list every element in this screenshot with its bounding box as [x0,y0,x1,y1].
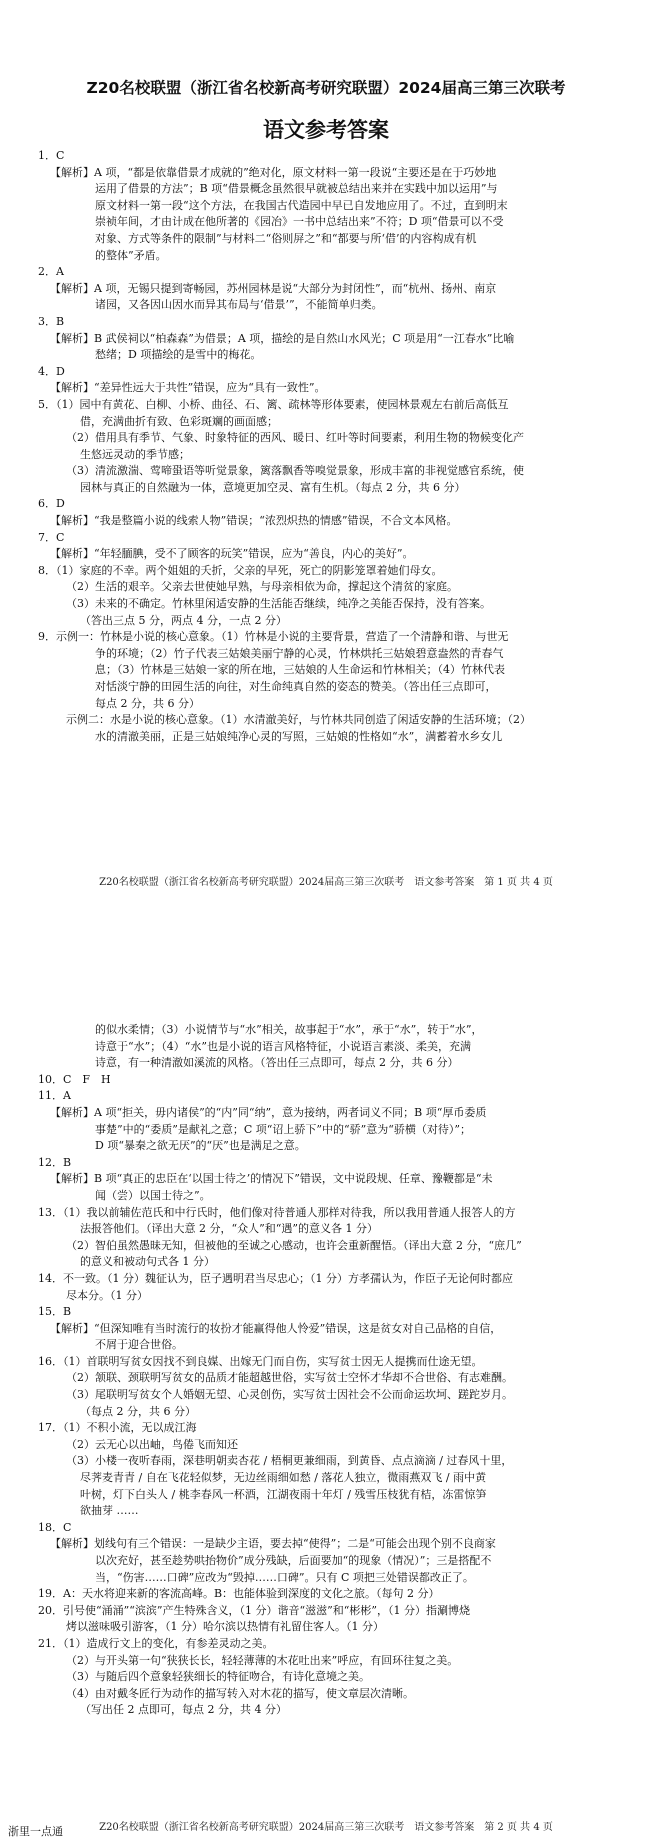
answer-line: 【解析】“差异性远大于共性”错误，应为“具有一致性”。 [50,381,326,395]
answer-line: 2．A [38,265,64,279]
answer-line: 的意义和被动句式各 1 分） [80,1255,215,1269]
answer-line: 原文材料一第一段“这个方法，在我国古代造园中早已自发地应用了。不过，直到明末 [95,198,508,212]
answer-line: 的整体”矛盾。 [95,248,167,262]
answer-line: 【解析】A 项“拒关，毋内诸侯”的“内”同“纳”，意为接纳，两者词义不同；B 项“厚币委质 [50,1105,487,1119]
answer-line: （2）云无心以出岫，鸟倦飞而知还 [66,1437,238,1451]
answer-line: 16．（1）首联明写贫女因找不到良媒、出嫁无门而自伤，实写贫士因无人提携而仕途无望。 [38,1354,483,1368]
page-2-footer: Z20名校联盟（浙江省名校新高考研究联盟）2024届高三第三次联考 语文参考答案 第 2 页 共 4 页 [99,1822,553,1833]
answer-line: 17．（1）不积小流，无以成江海 [38,1421,197,1435]
answer-line: （2）智伯虽然愚昧无知，但被他的至诚之心感动，也许会重新醒悟。（译出大意 2 分，“庶几” [66,1238,522,1252]
answer-line: 12．B [38,1155,72,1169]
answer-line: 烤以滋味吸引游客，（1 分）哈尔滨以热情有礼留住客人。（1 分） [66,1620,384,1634]
answer-line: 21．（1）造成行文上的变化，有参差灵动之美。 [38,1636,274,1650]
answer-line: 诗意，有一种清澈如溪流的风格。（答出任三点即可，每点 2 分，共 6 分） [95,1056,459,1070]
page-2-answers [30,1022,620,1719]
exam-title: Z20名校联盟（浙江省名校新高考研究联盟）2024届高三第三次联考 [86,79,566,97]
answer-line: 当，“伤害……口碑”应改为“毁掉……口碑”。只有 C 项把三处错误都改正了。 [95,1570,474,1584]
answer-line: 4．D [38,364,65,378]
answer-line: 【解析】划线句有三个错误：一是缺少主语，要去掉“使得”；二是“可能会出现个别不良商家 [50,1537,496,1551]
answer-line: 运用了借景的方法”；B 项“借景概念虽然很早就被总结出来并在实践中加以运用”与 [95,182,498,196]
answer-line: 诗意于“水”；（4）“水”也是小说的语言风格特征，小说语言素淡、柔美，充满 [95,1039,471,1053]
answer-line: 13．（1）我以前辅佐范氏和中行氏时，他们像对待普通人那样对待我，所以我用普通人报答人的方 [38,1205,516,1219]
answer-line: 法报答他们。（译出大意 2 分，“众人”和“遇”的意义各 1 分） [80,1222,378,1236]
answer-line: 事楚”中的“委质”是献礼之意；C 项“诏上骄下”中的“骄”意为“骄横（对待）”； [95,1122,472,1136]
answer-line: 18．C [38,1520,72,1534]
page-1-footer: Z20名校联盟（浙江省名校新高考研究联盟）2024届高三第三次联考 语文参考答案 第 1 页 共 4 页 [99,877,553,888]
page-2 [0,1020,652,1842]
answer-line: 争的环境；（2）竹子代表三姑娘美丽宁静的心灵，竹林烘托三姑娘碧意盎然的青春气 [95,646,504,660]
answer-line: 尽荠麦青青 / 自在飞花轻似梦，无边丝雨细如愁 / 落花人独立，微雨燕双飞 / 雨中黄 [80,1471,487,1485]
page-1-answers [30,148,620,745]
answer-line: （3）清流激湍、莺啼蛩语等听觉景象，篱落飘香等嗅觉景象，形成丰富的非视觉感官系统，使 [66,464,524,478]
page-1 [0,0,652,905]
answer-line: 11．A [38,1089,71,1103]
answer-line: 【解析】A 项，“都是依靠借景才成就的”绝对化，原文材料一第一段说“主要还是在于巧妙地 [50,165,497,179]
answer-line: 【解析】B 项“真正的忠臣在‘以国士待之’的情况下”错误，文中说段规、任章、豫鞭都是“未 [50,1172,493,1186]
answer-line: （3）尾联明写贫女个人婚姻无望、心灵创伤，实写贫士因社会不公而命运坎坷、蹉跎岁月。 [66,1388,513,1402]
answer-line: 不屑于迎合世俗。 [95,1338,183,1352]
answer-line: （2）与开头第一句“狭狭长长，轻轻薄薄的木花吐出来”呼应，有回环往复之美。 [66,1653,459,1667]
answer-line: 8．（1）家庭的不幸。两个姐姐的夭折，父亲的早死，死亡的阴影笼罩着她们母女。 [38,563,443,577]
answer-line: 叶树，灯下白头人 / 桃李春风一杯酒，江湖夜雨十年灯 / 残雪压枝犹有桔，冻雷惊笋 [80,1487,487,1501]
answer-line: 【解析】“年轻腼腆，受不了顾客的玩笑”错误，应为“善良，内心的美好”。 [50,547,414,561]
answer-line: （答出三点 5 分，两点 4 分，一点 2 分） [80,613,287,627]
answer-line: 7．C [38,530,65,544]
answer-line: 欲抽芽 …… [80,1504,139,1518]
answer-line: 6．D [38,497,65,511]
watermark-text: 浙里一点通 [8,1825,63,1838]
answer-line: 尽本分。（1 分） [66,1288,148,1302]
answer-line: 9．示例一：竹林是小说的核心意象。（1）竹林是小说的主要背景，营造了一个清静和谐、与世无 [38,630,509,644]
answer-line: 14．不一致。（1 分）魏征认为，臣子遇明君当尽忠心；（1 分）方孝孺认为，作臣子无论何时都应 [38,1271,513,1285]
answer-line: 【解析】A 项，无锡只提到寄畅园，苏州园林是说“大部分为封闭性”，而“杭州、扬州、南京 [50,281,497,295]
answer-line: （2）借用具有季节、气象、时象特征的西风、暖日、红叶等时间要素，利用生物的物候变化产 [66,431,524,445]
answer-line: 示例二：水是小说的核心意象。（1）水清澈美好，与竹林共同创造了闲适安静的生活环境；（2） [66,713,531,727]
answer-line: D 项“暴秦之欲无厌”的“厌”也是满足之意。 [95,1139,306,1153]
answer-line: 20．引号使“涌涌”“滨滨”产生特殊含义，（1 分）谐音“滋滋”和“彬彬”，（1 分）指涮博烧 [38,1603,470,1617]
answer-line: 每点 2 分，共 6 分） [95,696,200,710]
answer-key-subtitle: 语文参考答案 [263,117,389,142]
answer-line: （3）小楼一夜听春雨，深巷明朝卖杏花 / 梧桐更兼细雨，到黄昏、点点滴滴 / 过春风十里， [66,1454,513,1468]
answer-line: 愁绪；D 项描绘的是雪中的梅花。 [95,348,262,362]
answer-line: 以次充好，甚至趁势哄抬物价”成分残缺，后面要加“的现象（情况）”；三是搭配不 [95,1554,492,1567]
answer-line: 息；（3）竹林是三姑娘一家的所在地，三姑娘的人生命运和竹林相关；（4）竹林代表 [95,663,505,677]
answer-line: 3．B [38,314,65,328]
answer-line: （2）生活的艰辛。父亲去世使她早熟，与母亲相依为命，撑起这个清贫的家庭。 [66,580,458,594]
answer-line: （3）与随后四个意象轻狭细长的特征吻合，有诗化意境之美。 [66,1670,370,1684]
answer-line: 【解析】“我是整篇小说的线索人物”错误；“浓烈炽热的情感”错误，不合文本风格。 [50,514,458,528]
answer-line: 【解析】B 武侯祠以“柏森森”为借景；A 项，描绘的是自然山水风光；C 项是用“一江春水”比喻 [50,331,515,345]
answer-line: 【解析】“但深知唯有当时流行的妆扮才能赢得他人怜爱”错误，这是贫女对自己品格的自信， [50,1321,502,1335]
answer-line: 诸园，又各因山因水而异其布局与‘借景’”，不能简单归类。 [95,298,383,312]
answer-line: 园林与真正的自然融为一体，意境更加空灵、富有生机。（每点 2 分，共 6 分） [80,480,466,494]
answer-line: 15．B [38,1305,72,1319]
answer-line: （每点 2 分，共 6 分） [80,1404,196,1418]
answer-line: 10．C F H [38,1072,111,1086]
answer-line: 19．A：天水将迎来新的客流高峰。B：也能体验到深度的文化之旅。（每句 2 分） [38,1587,440,1601]
answer-line: 生悠远灵动的季节感； [80,447,190,461]
answer-line: 崇祯年间，才由计成在他所著的《园冶》一书中总结出来”不符；D 项“借景可以不受 [95,215,504,229]
answer-line: 5．（1）园中有黄花、白柳、小桥、曲径、石、篱、疏林等形体要素，使园林景观左右前后高低互 [38,397,509,411]
answer-line: （3）未来的不确定。竹林里闲适安静的生活能否继续，纯净之美能否保持，没有答案。 [66,597,491,611]
answer-line: （写出任 2 点即可，每点 2 分，共 4 分） [80,1703,287,1717]
answer-line: （2）颔联、颈联明写贫女的品质才能超越世俗，实写贫士空怀才华却不合世俗、有志难酬。 [66,1371,513,1385]
answer-line: 闻（尝）以国士待之”。 [95,1188,211,1202]
answer-line: 对象、方式等条件的限制”与材料二“俗则屏之”和“都要与所‘借’的内容构成有机 [95,231,477,245]
answer-line: 1．C [38,149,65,162]
answer-line: （4）由对戴冬匠行为动作的描写转入对木花的描写，使文章层次清晰。 [66,1686,414,1700]
answer-line: 水的清澈美丽，正是三姑娘纯净心灵的写照，三姑娘的性格如“水”，满蓄着水乡女儿 [95,729,503,743]
answer-line: 对恬淡宁静的田园生活的向往，对生命纯真自然的姿态的赞美。（答出任三点即可， [95,680,497,693]
answer-line: 的似水柔情；（3）小说情节与“水”相关，故事起于“水”，承于“水”，转于“水”， [95,1023,483,1036]
answer-line: 借，充满曲折有致、色彩斑斓的画面感； [80,414,278,428]
